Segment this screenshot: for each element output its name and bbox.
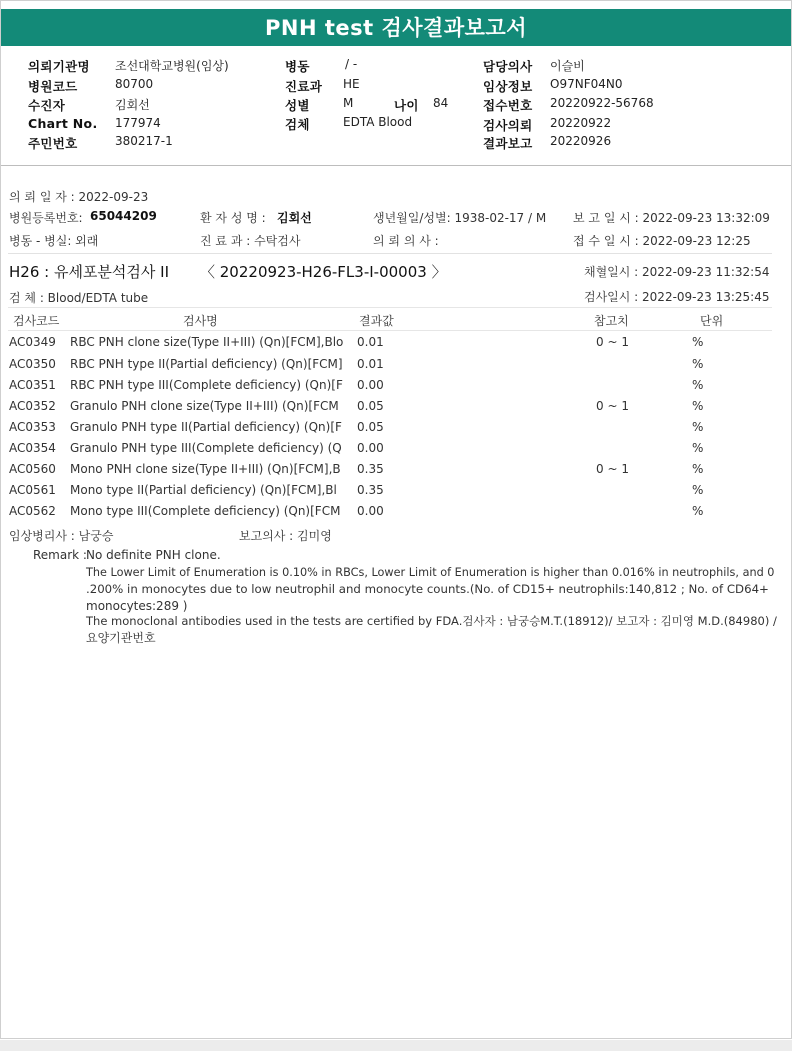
cell-unit: % <box>692 357 704 371</box>
header-label: 검사의뢰 <box>483 118 533 133</box>
request-date: 의 뢰 일 자 : 2022-09-23 <box>9 190 149 204</box>
cell-result: 0.01 <box>357 357 384 371</box>
cell-result: 0.00 <box>357 378 384 392</box>
cell-unit: % <box>692 420 704 434</box>
cell-code: AC0351 <box>9 378 56 392</box>
header-value: 20220926 <box>550 134 612 148</box>
header-label: 수진자 <box>28 98 66 113</box>
header-value: 이슬비 <box>550 59 585 73</box>
header-label: 의뢰기관명 <box>28 59 90 74</box>
header-value: / - <box>345 57 358 71</box>
header-value: 20220922-56768 <box>550 96 654 110</box>
header-value: EDTA Blood <box>343 115 413 129</box>
cell-ref: 0 ~ 1 <box>596 462 629 476</box>
ward: 병동 - 병실: 외래 <box>9 234 99 248</box>
cell-result: 0.05 <box>357 399 384 413</box>
header-value: 조선대학교병원(임상) <box>115 59 229 73</box>
remark-line: .200% in monocytes due to low neutrophil and monocyte counts.(No. of CD15+ neutrophils:140,812 ; No. of CD64+ <box>86 582 769 596</box>
col-header-name: 검사명 <box>183 314 218 328</box>
pathologist: 임상병리사 : 남궁승 <box>9 529 114 543</box>
header-label: 임상정보 <box>483 79 533 94</box>
cell-ref: 0 ~ 1 <box>596 335 629 349</box>
table-header-line <box>8 330 772 331</box>
reporting-doctor: 보고의사 : 김미영 <box>239 529 332 543</box>
header-label: 나이 <box>394 98 419 113</box>
cell-result: 0.35 <box>357 483 384 497</box>
cell-result: 0.35 <box>357 462 384 476</box>
cell-result: 0.01 <box>357 335 384 349</box>
cell-unit: % <box>692 378 704 392</box>
header-label: 담당의사 <box>483 59 533 74</box>
cell-code: AC0354 <box>9 441 56 455</box>
header-label: 검체 <box>285 117 310 132</box>
cell-result: 0.00 <box>357 504 384 518</box>
cell-code: AC0353 <box>9 420 56 434</box>
page-footer-strip <box>0 1040 792 1051</box>
reg-no-label: 병원등록번호: <box>9 211 83 225</box>
cell-name: Granulo PNH clone size(Type II+III) (Qn)[FCM <box>70 399 339 413</box>
header-value: 177974 <box>115 116 161 130</box>
specimen: 검 체 : Blood/EDTA tube <box>9 291 149 305</box>
cell-name: Mono PNH clone size(Type II+III) (Qn)[FCM],B <box>70 462 341 476</box>
cell-code: AC0560 <box>9 462 56 476</box>
remark-line: The monoclonal antibodies used in the tests are certified by FDA.검사자 : 남궁승M.T.(18912)/ 보고자 : 김미영 M.D.(84980) / <box>86 614 777 628</box>
header-divider <box>1 165 791 166</box>
col-header-result: 결과값 <box>359 314 394 328</box>
cell-unit: % <box>692 335 704 349</box>
cell-unit: % <box>692 399 704 413</box>
meta-divider <box>8 253 772 254</box>
test-name: H26 : 유세포분석검사 II <box>9 263 170 281</box>
header-label: 진료과 <box>285 79 323 94</box>
header-value: O97NF04N0 <box>550 77 623 91</box>
cell-name: RBC PNH type II(Partial deficiency) (Qn)[FCM] <box>70 357 343 371</box>
header-value: 20220922 <box>550 116 612 130</box>
header-label: 접수번호 <box>483 98 533 113</box>
header-label: Chart No. <box>28 116 98 131</box>
patient-name: 김회선 <box>277 211 312 225</box>
col-header-unit: 단위 <box>700 314 724 328</box>
cell-unit: % <box>692 483 704 497</box>
header-value: 김회선 <box>115 98 150 112</box>
cell-result: 0.05 <box>357 420 384 434</box>
remark-line: 요양기관번호 <box>86 631 156 645</box>
header-label: 성별 <box>285 98 310 113</box>
table-top-line <box>8 307 772 308</box>
requester: 의 뢰 의 사 : <box>373 234 439 248</box>
header-value: M <box>343 96 354 110</box>
cell-result: 0.00 <box>357 441 384 455</box>
header-label: 주민번호 <box>28 136 78 151</box>
remark-line: No definite PNH clone. <box>86 548 221 562</box>
collect-date: 채혈일시 : 2022-09-23 11:32:54 <box>584 265 770 279</box>
cell-ref: 0 ~ 1 <box>596 399 629 413</box>
cell-name: Mono type II(Partial deficiency) (Qn)[FCM],Bl <box>70 483 337 497</box>
test-code: 〈 20220923-H26-FL3-I-00003 〉 <box>200 263 447 281</box>
report-title: PNH test 검사결과보고서 <box>1 9 791 46</box>
cell-code: AC0562 <box>9 504 56 518</box>
cell-code: AC0349 <box>9 335 56 349</box>
cell-name: RBC PNH clone size(Type II+III) (Qn)[FCM],Blo <box>70 335 344 349</box>
remark-line: monocytes:289 ) <box>86 599 188 613</box>
report-date: 보 고 일 시 : 2022-09-23 13:32:09 <box>573 211 770 225</box>
cell-code: AC0561 <box>9 483 56 497</box>
cell-code: AC0352 <box>9 399 56 413</box>
col-header-code: 검사코드 <box>13 314 60 328</box>
patient-name-label: 환 자 성 명 : <box>200 211 266 225</box>
cell-unit: % <box>692 441 704 455</box>
receipt-date: 접 수 일 시 : 2022-09-23 12:25 <box>573 234 751 248</box>
cell-name: Mono type III(Complete deficiency) (Qn)[FCM <box>70 504 341 518</box>
header-value: 80700 <box>115 77 154 91</box>
header-value: 84 <box>433 96 449 110</box>
remark-label: Remark : <box>33 548 87 562</box>
header-label: 병동 <box>285 59 310 74</box>
col-header-ref: 참고치 <box>594 314 629 328</box>
header-label: 병원코드 <box>28 79 78 94</box>
cell-name: Granulo PNH type II(Partial deficiency) (Qn)[F <box>70 420 342 434</box>
cell-code: AC0350 <box>9 357 56 371</box>
header-label: 결과보고 <box>483 136 533 151</box>
cell-unit: % <box>692 504 704 518</box>
remark-line: The Lower Limit of Enumeration is 0.10% in RBCs, Lower Limit of Enumeration is higher than 0.016% in neutrophils, and 0 <box>86 566 775 579</box>
cell-name: RBC PNH type III(Complete deficiency) (Qn)[F <box>70 378 343 392</box>
cell-unit: % <box>692 462 704 476</box>
header-value: 380217-1 <box>115 134 173 148</box>
reg-no: 65044209 <box>90 209 157 223</box>
birth-sex: 생년월일/성별: 1938-02-17 / M <box>373 211 547 225</box>
header-value: HE <box>343 77 360 91</box>
cell-name: Granulo PNH type III(Complete deficiency) (Q <box>70 441 342 455</box>
dept: 진 료 과 : 수탁검사 <box>200 234 301 248</box>
test-date: 검사일시 : 2022-09-23 13:25:45 <box>584 290 770 304</box>
